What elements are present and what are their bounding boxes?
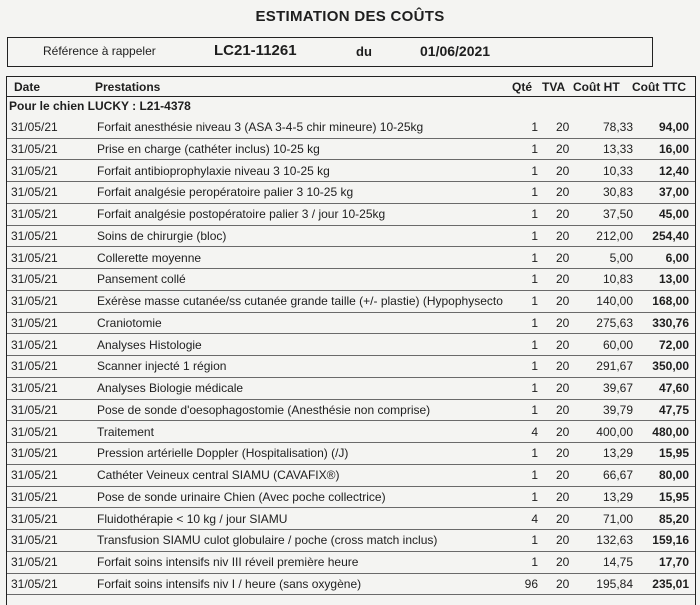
cell-tva: 20 — [556, 381, 570, 395]
cell-date: 31/05/21 — [11, 294, 58, 308]
cell-qte: 1 — [531, 402, 538, 417]
cell-prestation: Analyses Histologie — [97, 337, 202, 352]
cell-cout-ht: 5,00 — [609, 250, 633, 265]
header-prestations: Prestations — [95, 80, 161, 94]
cell-tva: 20 — [556, 294, 570, 308]
cell-cout-ttc: 80,00 — [658, 468, 689, 482]
cell-tva: 20 — [556, 337, 570, 352]
header-date: Date — [14, 80, 41, 94]
cell-cout-ttc: 94,00 — [658, 120, 689, 134]
cell-tva: 20 — [556, 141, 570, 156]
cell-prestation: Prise en charge (cathéter inclus) 10-25 kg — [97, 141, 320, 156]
header-tva: TVA — [542, 80, 566, 94]
cell-cout-ttc: 15,95 — [658, 489, 689, 504]
cell-prestation: Collerette moyenne — [97, 250, 202, 265]
cell-cout-ht: 140,00 — [596, 294, 633, 308]
cell-cout-ht: 66,67 — [602, 468, 633, 482]
table-row — [7, 377, 695, 400]
cell-tva: 20 — [556, 446, 570, 461]
cell-cout-ttc: 17,70 — [658, 555, 689, 569]
cell-cout-ht: 30,83 — [602, 185, 633, 200]
cell-qte: 1 — [531, 381, 538, 395]
cell-cout-ht: 400,00 — [596, 424, 633, 439]
cell-tva: 20 — [556, 228, 570, 243]
cell-prestation: Forfait analgésie peropératoire palier 3 10-25 kg — [97, 185, 354, 200]
cell-prestation: Transfusion SIAMU culot globulaire / poche (cross match inclus) — [97, 533, 438, 548]
cell-prestation: Forfait anesthésie niveau 3 (ASA 3-4-5 chir mineure) 10-25kg — [97, 120, 424, 134]
table-row — [7, 508, 695, 531]
cell-cout-ht: 39,79 — [602, 402, 633, 417]
cell-tva: 20 — [556, 402, 570, 417]
cell-cout-ttc: 45,00 — [658, 207, 689, 221]
cell-qte: 1 — [531, 337, 538, 352]
cell-date: 31/05/21 — [11, 576, 58, 591]
cell-cout-ttc: 47,75 — [658, 402, 689, 417]
cell-qte: 1 — [531, 185, 538, 200]
cell-qte: 96 — [524, 576, 538, 591]
cell-prestation: Pansement collé — [97, 272, 186, 287]
table-row — [7, 116, 695, 139]
cell-qte: 1 — [531, 489, 538, 504]
cell-prestation: Forfait antibioprophylaxie niveau 3 10-25 kg — [97, 163, 330, 178]
cell-cout-ttc: 37,00 — [658, 185, 689, 200]
cell-cout-ht: 291,67 — [596, 359, 633, 374]
cell-date: 31/05/21 — [11, 555, 58, 569]
cell-cout-ttc: 168,00 — [652, 294, 689, 308]
cell-cout-ht: 13,29 — [602, 489, 633, 504]
cell-qte: 1 — [531, 163, 538, 178]
table-row — [7, 181, 695, 204]
cell-cout-ttc: 330,76 — [652, 315, 689, 330]
cell-prestation: Scanner injecté 1 région — [97, 359, 227, 374]
cell-prestation: Craniotomie — [97, 315, 162, 330]
cell-cout-ht: 195,84 — [596, 576, 633, 591]
table-row — [7, 573, 695, 596]
cell-tva: 20 — [556, 163, 570, 178]
cell-qte: 4 — [531, 424, 538, 439]
cell-qte: 1 — [531, 120, 538, 134]
cell-date: 31/05/21 — [11, 185, 58, 200]
cell-tva: 20 — [556, 511, 570, 526]
cell-date: 31/05/21 — [11, 468, 58, 482]
cell-prestation: Traitement — [97, 424, 154, 439]
table-row — [7, 225, 695, 248]
cell-qte: 1 — [531, 207, 538, 221]
group-label: Pour le chien LUCKY : L21-4378 — [9, 99, 191, 113]
cell-tva: 20 — [556, 272, 570, 287]
cell-cout-ttc: 159,16 — [652, 533, 689, 548]
table-row — [7, 247, 695, 270]
cell-qte: 1 — [531, 294, 538, 308]
header-qte: Qté — [512, 80, 533, 94]
cell-date: 31/05/21 — [11, 511, 58, 526]
cell-date: 31/05/21 — [11, 381, 58, 395]
table-row — [7, 138, 695, 161]
cell-prestation: Fluidothérapie < 10 kg / jour SIAMU — [97, 511, 288, 526]
cell-cout-ht: 10,33 — [602, 163, 633, 178]
table-row — [7, 464, 695, 487]
cell-date: 31/05/21 — [11, 446, 58, 461]
cell-qte: 4 — [531, 511, 538, 526]
cell-cout-ht: 14,75 — [602, 555, 633, 569]
header-cout-ht: Coût HT — [573, 80, 620, 94]
reference-box — [7, 37, 653, 67]
cell-tva: 20 — [556, 250, 570, 265]
cell-date: 31/05/21 — [11, 533, 58, 548]
cell-cout-ttc: 12,40 — [658, 163, 689, 178]
cell-date: 31/05/21 — [11, 120, 58, 134]
cell-date: 31/05/21 — [11, 402, 58, 417]
cell-date: 31/05/21 — [11, 315, 58, 330]
reference-value: LC21-11261 — [214, 42, 297, 59]
cell-tva: 20 — [556, 185, 570, 200]
table-header — [7, 76, 695, 97]
cell-prestation: Pose de sonde urinaire Chien (Avec poche collectrice) — [97, 489, 386, 504]
cell-cout-ttc: 6,00 — [665, 250, 689, 265]
cell-qte: 1 — [531, 250, 538, 265]
cell-cout-ht: 60,00 — [602, 337, 633, 352]
cell-cout-ht: 212,00 — [596, 228, 633, 243]
cell-prestation: Exérèse masse cutanée/ss cutanée grande taille (+/- plastie) (Hypophysecto — [97, 294, 503, 308]
cell-prestation: Forfait analgésie postopératoire palier 3 / jour 10-25kg — [97, 207, 386, 221]
cell-date: 31/05/21 — [11, 424, 58, 439]
cell-date: 31/05/21 — [11, 337, 58, 352]
table-row — [7, 334, 695, 357]
cell-date: 31/05/21 — [11, 228, 58, 243]
cell-tva: 20 — [556, 424, 570, 439]
cell-date: 31/05/21 — [11, 489, 58, 504]
cell-prestation: Pose de sonde d'oesophagostomie (Anesthésie non comprise) — [97, 402, 431, 417]
table-row — [7, 529, 695, 552]
cell-prestation: Analyses Biologie médicale — [97, 381, 244, 395]
cell-date: 31/05/21 — [11, 163, 58, 178]
cell-tva: 20 — [556, 533, 570, 548]
cell-cout-ht: 132,63 — [596, 533, 633, 548]
cell-cout-ttc: 72,00 — [658, 337, 689, 352]
table-row — [7, 290, 695, 313]
cell-date: 31/05/21 — [11, 141, 58, 156]
cell-cout-ttc: 47,60 — [658, 381, 689, 395]
cell-cout-ttc: 13,00 — [658, 272, 689, 287]
page-title: ESTIMATION DES COÛTS — [255, 8, 445, 25]
cell-cout-ht: 275,63 — [596, 315, 633, 330]
cell-cout-ttc: 16,00 — [658, 141, 689, 156]
cell-cout-ht: 78,33 — [602, 120, 633, 134]
cell-qte: 1 — [531, 315, 538, 330]
cell-qte: 1 — [531, 533, 538, 548]
reference-label: Référence à rappeler — [43, 44, 156, 58]
cell-tva: 20 — [556, 207, 570, 221]
table-row — [7, 355, 695, 378]
cost-table — [6, 76, 696, 605]
cell-cout-ttc: 350,00 — [652, 359, 689, 374]
header-cout-ttc: Coût TTC — [632, 80, 686, 94]
table-row — [7, 486, 695, 509]
cell-tva: 20 — [556, 489, 570, 504]
table-row — [7, 442, 695, 465]
cell-tva: 20 — [556, 576, 570, 591]
reference-date: 01/06/2021 — [420, 43, 491, 59]
cell-date: 31/05/21 — [11, 250, 58, 265]
cell-cout-ht: 39,67 — [602, 381, 633, 395]
cell-tva: 20 — [556, 120, 570, 134]
cell-cout-ttc: 480,00 — [652, 424, 689, 439]
date-prefix: du — [356, 44, 372, 59]
cell-prestation: Forfait soins intensifs niv III réveil première heure — [97, 555, 359, 569]
cell-tva: 20 — [556, 468, 570, 482]
cell-prestation: Cathéter Veineux central SIAMU (CAVAFIX®) — [97, 468, 340, 482]
cell-qte: 1 — [531, 555, 538, 569]
cell-tva: 20 — [556, 359, 570, 374]
cell-qte: 1 — [531, 446, 538, 461]
cell-cout-ttc: 15,95 — [658, 446, 689, 461]
table-row — [7, 160, 695, 183]
cell-cout-ht: 10,83 — [602, 272, 633, 287]
cell-date: 31/05/21 — [11, 207, 58, 221]
cell-prestation: Forfait soins intensifs niv I / heure (sans oxygène) — [97, 576, 362, 591]
cell-cout-ht: 37,50 — [602, 207, 633, 221]
table-row — [7, 421, 695, 444]
cell-cout-ttc: 254,40 — [652, 228, 689, 243]
table-row — [7, 399, 695, 422]
cell-qte: 1 — [531, 272, 538, 287]
cell-cout-ht: 71,00 — [602, 511, 633, 526]
cell-tva: 20 — [556, 315, 570, 330]
cell-qte: 1 — [531, 141, 538, 156]
cell-cout-ht: 13,29 — [602, 446, 633, 461]
cell-qte: 1 — [531, 359, 538, 374]
cell-date: 31/05/21 — [11, 359, 58, 374]
cell-date: 31/05/21 — [11, 272, 58, 287]
cell-prestation: Pression artérielle Doppler (Hospitalisation) (/J) — [97, 446, 349, 461]
cell-qte: 1 — [531, 468, 538, 482]
cell-qte: 1 — [531, 228, 538, 243]
cell-cout-ht: 13,33 — [602, 141, 633, 156]
cell-cout-ttc: 85,20 — [658, 511, 689, 526]
table-row — [7, 268, 695, 291]
cell-prestation: Soins de chirurgie (bloc) — [97, 228, 227, 243]
table-row — [7, 551, 695, 574]
cell-tva: 20 — [556, 555, 570, 569]
table-row — [7, 203, 695, 226]
table-row — [7, 312, 695, 335]
cell-cout-ttc: 235,01 — [652, 576, 689, 591]
